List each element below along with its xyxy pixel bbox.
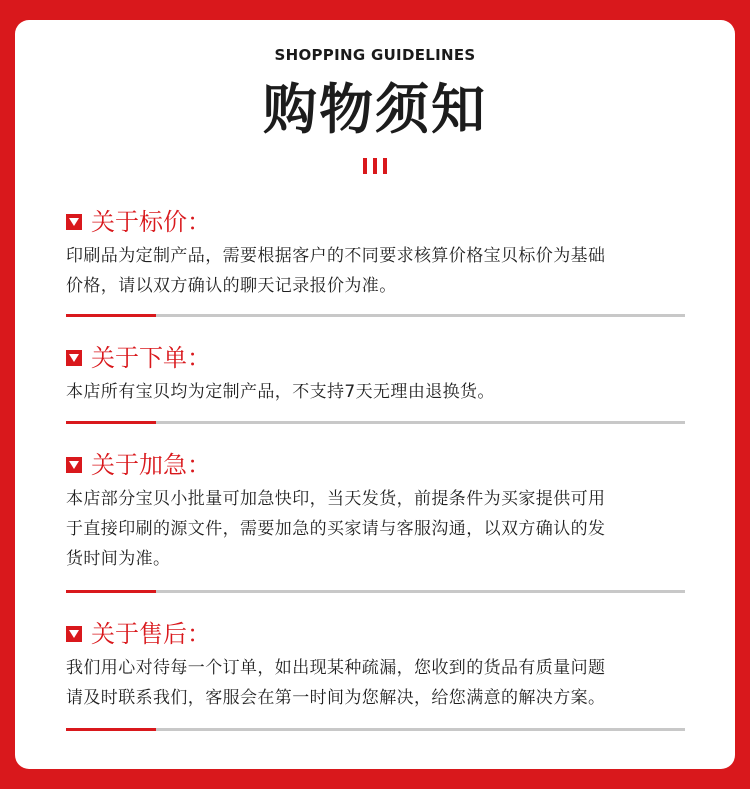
section-title: 关于加急： [91, 451, 211, 479]
page-subtitle: SHOPPING GUIDELINES [274, 46, 476, 64]
section-line: 本店所有宝贝均为定制产品，不支持7天无理由退换货。 [66, 382, 495, 402]
section-body [66, 653, 685, 713]
divider-accent [66, 590, 156, 593]
decorative-bar [363, 158, 367, 174]
section-rush [66, 450, 685, 574]
page-title: 购物须知 [263, 78, 487, 141]
section-divider [66, 314, 685, 317]
divider-accent [66, 314, 156, 317]
section-line: 请及时联系我们，客服会在第一时间为您解决，给您满意的解决方案。 [66, 688, 606, 708]
section-line: 本店部分宝贝小批量可加急快印，当天发货，前提条件为买家提供可用 [66, 489, 606, 509]
decorative-bar [383, 158, 387, 174]
section-divider [66, 728, 685, 731]
section-divider [66, 590, 685, 593]
section-body [66, 484, 685, 574]
section-title: 关于售后： [91, 620, 211, 648]
section-line: 货时间为准。 [66, 549, 171, 569]
section-divider [66, 421, 685, 424]
section-title: 关于下单： [91, 344, 211, 372]
section-header [66, 343, 685, 373]
triangle-down-icon [66, 626, 82, 642]
section-ordering [66, 343, 685, 407]
section-body [66, 377, 685, 407]
section-line: 印刷品为定制产品，需要根据客户的不同要求核算价格宝贝标价为基础 [66, 246, 606, 266]
guidelines-card [15, 20, 735, 769]
section-pricing [66, 207, 685, 301]
section-title: 关于标价： [91, 208, 211, 236]
decorative-bar [373, 158, 377, 174]
divider-accent [66, 728, 156, 731]
triangle-down-icon [66, 214, 82, 230]
divider-accent [66, 421, 156, 424]
section-header [66, 450, 685, 480]
section-header [66, 619, 685, 649]
section-line: 价格，请以双方确认的聊天记录报价为准。 [66, 276, 397, 296]
section-line: 于直接印刷的源文件，需要加急的买家请与客服沟通，以双方确认的发 [66, 519, 606, 539]
section-body [66, 241, 685, 301]
triangle-down-icon [66, 350, 82, 366]
section-after-sales [66, 619, 685, 713]
triangle-down-icon [66, 457, 82, 473]
section-header [66, 207, 685, 237]
section-line: 我们用心对待每一个订单，如出现某种疏漏，您收到的货品有质量问题 [66, 658, 606, 678]
decorative-bars [363, 158, 387, 174]
